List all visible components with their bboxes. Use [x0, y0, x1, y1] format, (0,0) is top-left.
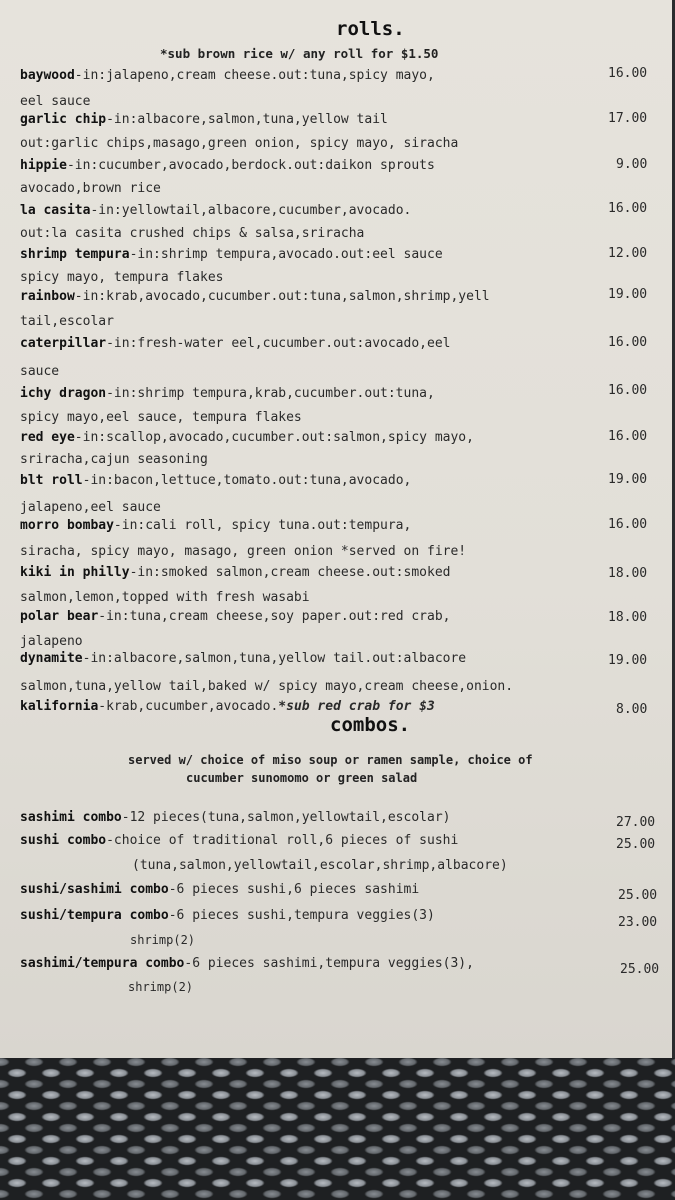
item-price: 25.00 [618, 888, 658, 903]
item-price: 19.00 [608, 653, 648, 668]
item-desc-1: -6 pieces sushi,tempura veggies(3) [168, 908, 435, 923]
item-desc-1: -in:cali roll, spicy tuna.out:tempura, [113, 518, 412, 533]
item-price: 16.00 [608, 429, 648, 444]
item-desc-1: -in:albacore,salmon,tuna,yellow tail.out:albacore [82, 651, 467, 666]
item-price: 27.00 [616, 815, 656, 830]
item-name: hippie [20, 158, 67, 173]
rolls-heading: rolls. [336, 18, 405, 40]
item-desc-2: avocado,brown rice [20, 181, 161, 196]
item-desc-2: out:garlic chips,masago,green onion, spicy mayo, siracha [20, 136, 459, 151]
item-desc-1: -in:fresh-water eel,cucumber.out:avocado,eel [106, 336, 451, 351]
item-desc-1: -in:shrimp tempura,avocado.out:eel sauce [129, 247, 443, 262]
item-name: polar bear [20, 609, 99, 624]
item-desc-2: siracha, spicy mayo, masago, green onion *served on fire! [20, 544, 467, 559]
item-price: 16.00 [608, 383, 648, 398]
rolls-note: *sub brown rice w/ any roll for $1.50 [160, 46, 439, 61]
item-price: 16.00 [608, 335, 648, 350]
item-desc-2: shrimp(2) [128, 980, 194, 994]
item-desc-1: -in:smoked salmon,cream cheese.out:smoked [129, 565, 451, 580]
item-price: 16.00 [608, 201, 648, 216]
item-desc-1: -in:shrimp tempura,krab,cucumber.out:tuna, [106, 386, 435, 401]
combos-heading: combos. [330, 714, 411, 736]
item-name: sushi/tempura combo [20, 908, 169, 923]
item-name: baywood [20, 68, 75, 83]
item-desc-1: -krab,cucumber,avocado. [98, 699, 279, 714]
item-desc-1: -choice of traditional roll,6 pieces of sushi [106, 833, 459, 848]
item-name: shrimp tempura [20, 247, 130, 262]
item-desc-1: -in:albacore,salmon,tuna,yellow tail [106, 112, 388, 127]
item-price: 18.00 [608, 610, 648, 625]
combos-note-line2: cucumber sunomomo or green salad [186, 771, 418, 785]
item-name: sushi/sashimi combo [20, 882, 169, 897]
item-desc-1: -in:jalapeno,cream cheese.out:tuna,spicy mayo, [74, 68, 435, 83]
item-desc-2: jalapeno,eel sauce [20, 500, 161, 515]
item-name: sushi combo [20, 833, 107, 848]
item-desc-2: sriracha,cajun seasoning [20, 452, 208, 467]
item-name: ichy dragon [20, 386, 107, 401]
item-name: caterpillar [20, 336, 107, 351]
item-name: kiki in philly [20, 565, 130, 580]
item-name: sashimi combo [20, 810, 122, 825]
item-desc-2: eel sauce [20, 94, 91, 109]
metal-mesh-table [0, 1058, 675, 1200]
item-price: 12.00 [608, 246, 648, 261]
item-name: garlic chip [20, 112, 107, 127]
item-name: red eye [20, 430, 75, 445]
item-price: 19.00 [608, 472, 648, 487]
item-desc-2: salmon,tuna,yellow tail,baked w/ spicy mayo,cream cheese,onion. [20, 679, 514, 694]
item-desc-1: -in:yellowtail,albacore,cucumber,avocado. [90, 203, 412, 218]
item-name: sashimi/tempura combo [20, 956, 185, 971]
item-price: 8.00 [616, 702, 648, 717]
item-price: 9.00 [616, 157, 648, 172]
item-price: 25.00 [616, 837, 656, 852]
item-desc-1: -in:scallop,avocado,cucumber.out:salmon,spicy mayo, [74, 430, 474, 445]
item-desc-1: -6 pieces sushi,6 pieces sashimi [168, 882, 420, 897]
item-desc-1: -in:krab,avocado,cucumber.out:tuna,salmon,shrimp,yell [74, 289, 490, 304]
item-desc-1: -in:tuna,cream cheese,soy paper.out:red crab, [98, 609, 451, 624]
item-desc-1: -12 pieces(tuna,salmon,yellowtail,escolar) [121, 810, 451, 825]
item-price: 19.00 [608, 287, 648, 302]
item-name: rainbow [20, 289, 75, 304]
item-desc-2: jalapeno [20, 634, 83, 649]
item-name: morro bombay [20, 518, 114, 533]
combos-note-line1: served w/ choice of miso soup or ramen sample, choice of [128, 753, 533, 767]
item-name: blt roll [20, 473, 83, 488]
item-price: 18.00 [608, 566, 648, 581]
item-desc-2: sauce [20, 364, 60, 379]
item-sub-note: *sub red crab for $3 [278, 699, 435, 714]
item-price: 17.00 [608, 111, 648, 126]
item-desc-2: (tuna,salmon,yellowtail,escolar,shrimp,albacore) [132, 858, 508, 873]
item-desc-2: spicy mayo, tempura flakes [20, 270, 224, 285]
item-price: 16.00 [608, 66, 648, 81]
item-desc-1: -in:bacon,lettuce,tomato.out:tuna,avocado, [82, 473, 412, 488]
item-desc-2: salmon,lemon,topped with fresh wasabi [20, 590, 310, 605]
item-desc-1: -6 pieces sashimi,tempura veggies(3), [184, 956, 474, 971]
item-price: 25.00 [620, 962, 660, 977]
item-price: 16.00 [608, 517, 648, 532]
item-name: kalifornia [20, 699, 99, 714]
item-desc-2: out:la casita crushed chips & salsa,sriracha [20, 226, 365, 241]
item-desc-2: shrimp(2) [130, 933, 196, 947]
item-desc-2: spicy mayo,eel sauce, tempura flakes [20, 410, 302, 425]
item-desc-2: tail,escolar [20, 314, 114, 329]
item-name: la casita [20, 203, 91, 218]
item-price: 23.00 [618, 915, 658, 930]
item-desc-1: -in:cucumber,avocado,berdock.out:daikon sprouts [66, 158, 435, 173]
item-name: dynamite [20, 651, 83, 666]
